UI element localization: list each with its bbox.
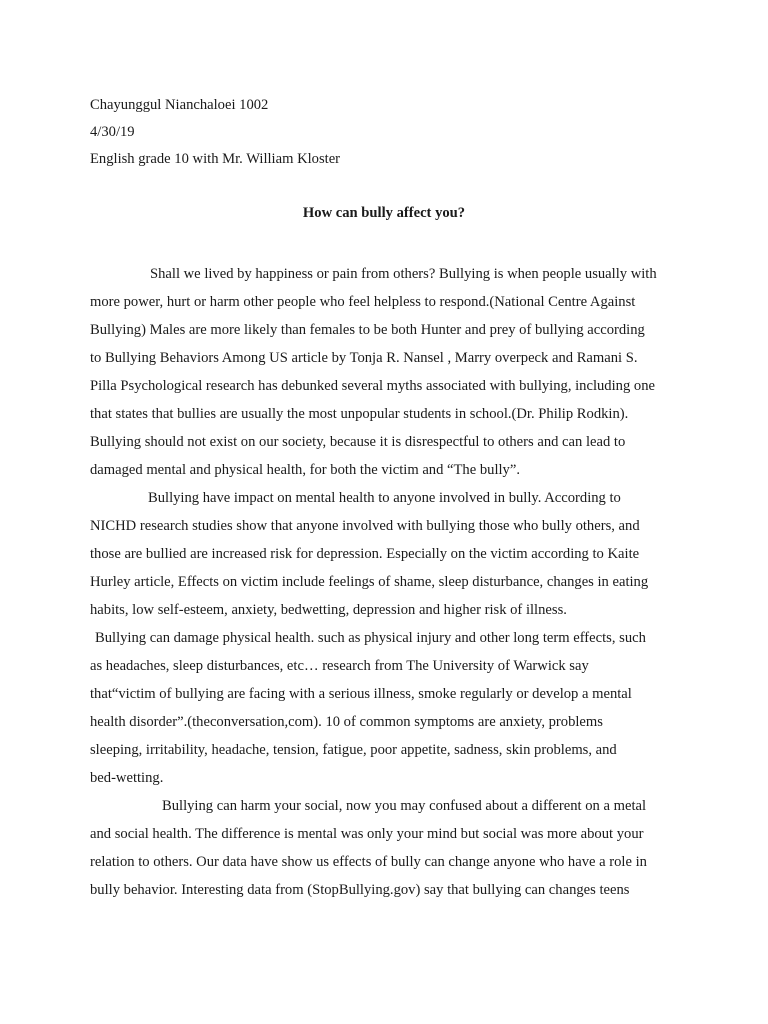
paragraph-line: bed-wetting. (90, 770, 164, 786)
paragraph-line: those are bullied are increased risk for depression. Especially on the victim according to Kaite (90, 546, 640, 562)
paragraph-line: that states that bullies are usually the most unpopular students in school.(Dr. Philip Rodkin). (90, 406, 629, 422)
paragraph-line: Bullying can damage physical health. such as physical injury and other long term effects, such (95, 630, 646, 646)
paragraph-line: sleeping, irritability, headache, tension, fatigue, poor appetite, sadness, skin problems, and (90, 742, 617, 758)
paragraph-line: Bullying) Males are more likely than females to be both Hunter and prey of bullying according (90, 322, 645, 338)
author-line: Chayunggul Nianchaloei 1002 (90, 97, 269, 113)
essay-body (90, 260, 657, 904)
paragraph-line: Bullying can harm your social, now you may confused about a different on a metal (162, 798, 647, 814)
paragraph-line: that“victim of bullying are facing with a serious illness, smoke regularly or develop a mental (90, 686, 632, 702)
paragraph-line: damaged mental and physical health, for both the victim and “The bully”. (90, 462, 520, 478)
course-line: English grade 10 with Mr. William Kloster (90, 151, 341, 167)
paragraph-line: Pilla Psychological research has debunked several myths associated with bullying, including one (90, 378, 655, 394)
paragraph-line: as headaches, sleep disturbances, etc… research from The University of Warwick say (90, 658, 589, 674)
essay-title: How can bully affect you? (302, 205, 466, 221)
paragraph-line: relation to others. Our data have show us effects of bully can change anyone who have a role in (90, 854, 647, 870)
paragraph-line: Bullying should not exist on our society, because it is disrespectful to others and can lead to (90, 434, 626, 450)
paragraph-line: Bullying have impact on mental health to anyone involved in bully. According to (148, 490, 621, 506)
paragraph-line: health disorder”.(theconversation,com). 10 of common symptoms are anxiety, problems (90, 714, 603, 730)
paragraph-line: to Bullying Behaviors Among US article by Tonja R. Nansel , Marry overpeck and Ramani S. (90, 350, 638, 366)
document-header (90, 92, 340, 173)
paragraph-line: more power, hurt or harm other people who feel helpless to respond.(National Centre Against (90, 294, 636, 310)
paragraph-line: Shall we lived by happiness or pain from others? Bullying is when people usually with (150, 266, 657, 282)
date-line: 4/30/19 (90, 124, 135, 140)
paragraph-line: NICHD research studies show that anyone involved with bullying those who bully others, and (90, 518, 640, 534)
paragraph-line: bully behavior. Interesting data from (StopBullying.gov) say that bullying can changes teens (90, 882, 630, 898)
paragraph-line: Hurley article, Effects on victim include feelings of shame, sleep disturbance, changes in eating (90, 574, 649, 590)
paragraph-line: habits, low self-esteem, anxiety, bedwetting, depression and higher risk of illness. (90, 602, 567, 618)
paragraph-line: and social health. The difference is mental was only your mind but social was more about your (90, 826, 644, 842)
